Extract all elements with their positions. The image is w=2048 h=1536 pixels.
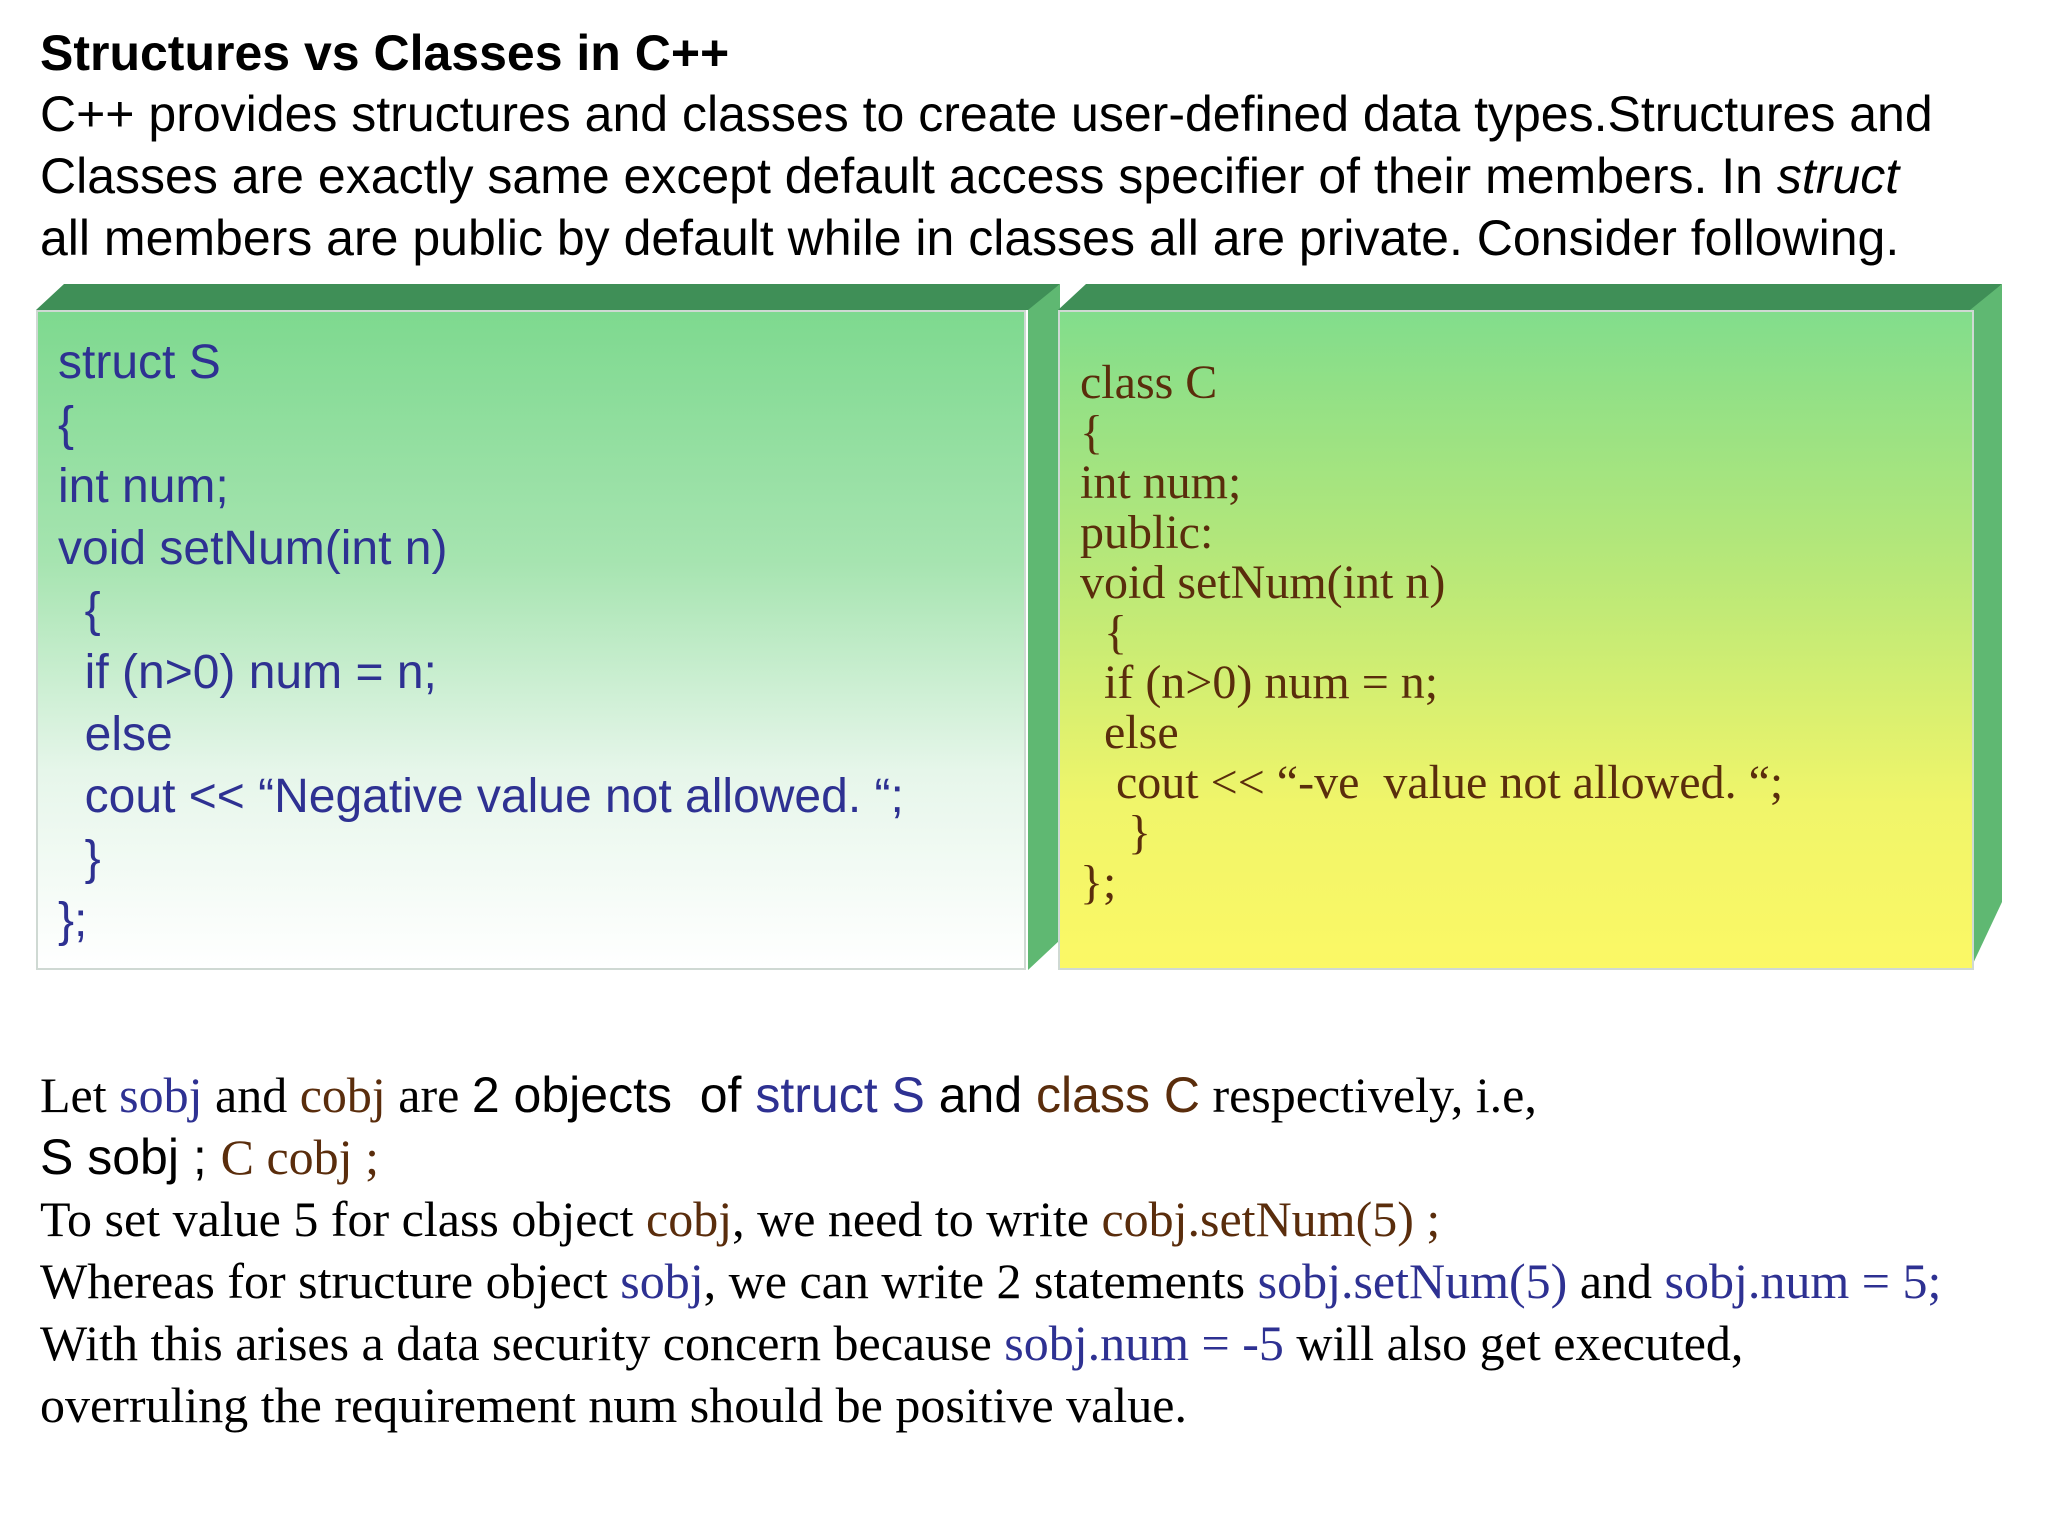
sobj-call: sobj.setNum(5) [1257, 1253, 1568, 1309]
class-code-box [1058, 310, 1974, 970]
struct-code [58, 332, 904, 952]
text: With this arises a data security concern because [40, 1315, 1005, 1371]
text: will also get executed, [1283, 1315, 1744, 1371]
cobj-ref: cobj [299, 1067, 386, 1123]
explanation-line [40, 1250, 2030, 1312]
explanation-line [40, 1126, 2030, 1188]
code-line: int num; [1080, 456, 1242, 509]
intro-text: Classes are exactly same except default access specifier of their members. In [40, 148, 1777, 204]
code-line: else [1080, 706, 1179, 759]
sobj-assign-negative: sobj.num = -5 [1004, 1315, 1284, 1371]
code-line: struct S [58, 336, 221, 389]
text: , we need to write [732, 1191, 1102, 1247]
code-line: { [58, 398, 75, 451]
code-line: else [58, 708, 173, 761]
struct-code-box [36, 310, 1026, 970]
intro-paragraph [40, 83, 2030, 269]
code-line: { [1080, 406, 1104, 459]
code-line: cout << “-ve value not allowed. “; [1080, 756, 1784, 809]
explanation-paragraph [40, 1064, 2030, 1436]
class-code [1080, 358, 1783, 908]
code-line: }; [58, 894, 88, 947]
text: To set value 5 for class object [40, 1191, 647, 1247]
explanation-line [40, 1312, 2030, 1374]
intro-emphasis: struct [1776, 148, 1900, 204]
text: Whereas for structure object [40, 1253, 621, 1309]
text: and [1567, 1253, 1665, 1309]
text: respectively, i.e, [1199, 1067, 1537, 1123]
intro-line [40, 145, 2030, 207]
page-title: Structures vs Classes in C++ [40, 25, 730, 81]
struct-box-face [36, 310, 1026, 970]
code-line: if (n>0) num = n; [1080, 656, 1439, 709]
cobj-decl: C cobj ; [220, 1129, 379, 1185]
intro-line: all members are public by default while in classes all are private. Consider following. [40, 210, 1900, 266]
code-line: void setNum(int n) [1080, 556, 1446, 609]
sobj-assign: sobj.num = 5; [1664, 1253, 1942, 1309]
code-line: int num; [58, 460, 229, 513]
cobj-ref: cobj [646, 1191, 733, 1247]
cobj-call: cobj.setNum(5) ; [1101, 1191, 1441, 1247]
code-line: class C [1080, 356, 1218, 409]
text: S sobj ; [40, 1129, 221, 1185]
explanation-line [40, 1064, 2030, 1126]
intro-line: C++ provides structures and classes to create user-defined data types.Structures and [40, 86, 1933, 142]
text: , we can write 2 statements [703, 1253, 1258, 1309]
text: are [385, 1067, 472, 1123]
explanation-line [40, 1188, 2030, 1250]
code-line: public: [1080, 506, 1214, 559]
text: 2 objects of [471, 1067, 756, 1123]
text: Let [40, 1067, 120, 1123]
sobj-ref: sobj [620, 1253, 704, 1309]
code-line: { [1080, 606, 1128, 659]
code-line: }; [1080, 856, 1117, 909]
code-line: if (n>0) num = n; [58, 646, 437, 699]
code-line: } [1080, 806, 1152, 859]
text: and [202, 1067, 300, 1123]
struct-ref: struct S [755, 1067, 925, 1123]
class-ref: class C [1036, 1067, 1200, 1123]
code-line: } [58, 832, 101, 885]
class-box-face [1058, 310, 1974, 970]
code-line: cout << “Negative value not allowed. “; [58, 770, 904, 823]
code-line: void setNum(int n) [58, 522, 448, 575]
explanation-line: overruling the requirement num should be positive value. [40, 1377, 1187, 1433]
code-line: { [58, 584, 101, 637]
sobj-ref: sobj [119, 1067, 203, 1123]
text: and [924, 1067, 1037, 1123]
